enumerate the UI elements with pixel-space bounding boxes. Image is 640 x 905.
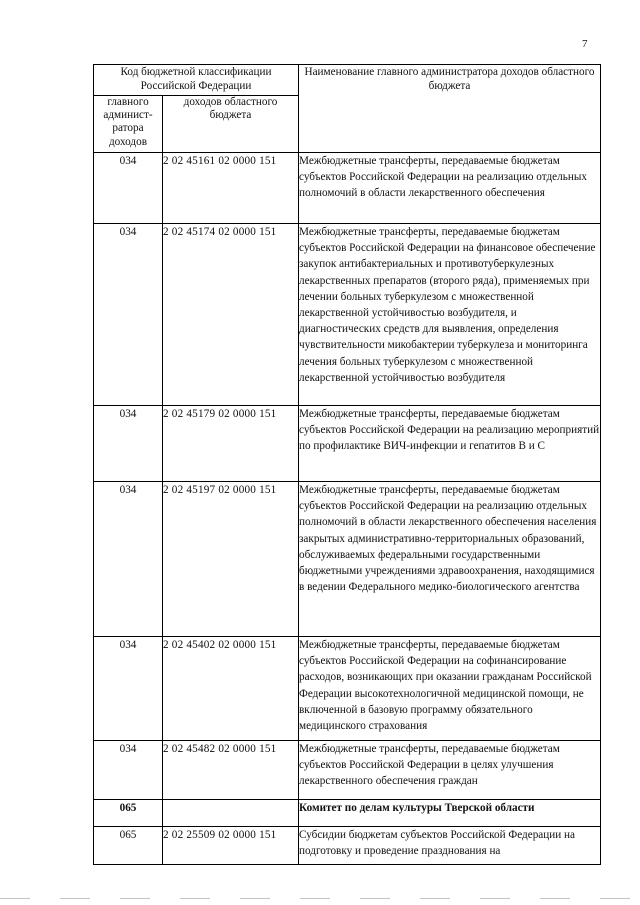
header-main-administrator: главного админист-ратора доходов [94, 96, 163, 153]
row-income-name: Межбюджетные трансферты, передаваемые бюджетам субъектов Российской Федерации на реализацию отдельных полномочий в области лекарственного обеспечения населения закрытых административно-территориальных образований, обслуживаемых федеральными государственными бюджетными учреждениями здравоохранения, находящимися в ведении Федерального медико-биологического агентства [299, 482, 601, 637]
row-admin-code: 034 [94, 224, 163, 406]
row-income-code: 2 02 25509 02 0000 151 [163, 827, 299, 865]
row-admin-code: 065 [94, 800, 163, 827]
table-row [94, 741, 601, 800]
row-admin-code: 034 [94, 637, 163, 741]
table-row [94, 637, 601, 741]
row-income-name: Межбюджетные трансферты, передаваемые бюджетам субъектов Российской Федерации на софинансирование расходов, возникающих при оказании гражданам Российской Федерации высокотехнологичной медицинской помощи, не включенной в базовую программу обязательного медицинского страхования [299, 637, 601, 741]
row-income-name: Межбюджетные трансферты, передаваемые бюджетам субъектов Российской Федерации на реализацию мероприятий по профилактике ВИЧ-инфекции и гепатитов В и С [299, 406, 601, 482]
row-income-code: 2 02 45174 02 0000 151 [163, 224, 299, 406]
row-income-code: 2 02 45179 02 0000 151 [163, 406, 299, 482]
header-classification-code: Код бюджетной классификации Российской Федерации [94, 65, 299, 96]
page-number: 7 [582, 38, 588, 50]
row-income-name: Комитет по делам культуры Тверской области [299, 800, 601, 827]
table-row [94, 406, 601, 482]
table-header-row [94, 65, 601, 96]
row-admin-code: 034 [94, 406, 163, 482]
row-admin-code: 065 [94, 827, 163, 865]
table-body [94, 153, 601, 865]
row-income-name: Межбюджетные трансферты, передаваемые бюджетам субъектов Российской Федерации на реализацию отдельных полномочий в области лекарственного обеспечения [299, 153, 601, 224]
table-row [94, 224, 601, 406]
row-income-code [163, 800, 299, 827]
row-income-name: Межбюджетные трансферты, передаваемые бюджетам субъектов Российской Федерации в целях улучшения лекарственного обеспечения граждан [299, 741, 601, 800]
header-administrator-name: Наименование главного администратора доходов областного бюджета [299, 65, 601, 153]
table-row [94, 482, 601, 637]
row-income-code: 2 02 45197 02 0000 151 [163, 482, 299, 637]
header-income-code: доходов областного бюджета [163, 96, 299, 153]
table-row [94, 800, 601, 827]
row-income-code: 2 02 45402 02 0000 151 [163, 637, 299, 741]
table-row [94, 827, 601, 865]
row-income-code: 2 02 45161 02 0000 151 [163, 153, 299, 224]
row-income-name: Межбюджетные трансферты, передаваемые бюджетам субъектов Российской Федерации на финансовое обеспечение закупок антибактериальных и противотуберкулезных лекарственных препаратов (второго ряда), применяемых при лечении больных туберкулезом с множественной лекарственной устойчивостью возбудителя, и диагностических средств для выявления, определения чувствительности микобактерии туберкулеза и мониторинга лечения больных туберкулезом с множественной лекарственной устойчивостью возбудителя [299, 224, 601, 406]
row-income-code: 2 02 45482 02 0000 151 [163, 741, 299, 800]
table-row [94, 153, 601, 224]
row-admin-code: 034 [94, 741, 163, 800]
row-admin-code: 034 [94, 153, 163, 224]
row-income-name: Субсидии бюджетам субъектов Российской Федерации на подготовку и проведение празднования на [299, 827, 601, 865]
budget-classification-table [93, 64, 601, 865]
row-admin-code: 034 [94, 482, 163, 637]
scan-edge-artifact [0, 898, 640, 899]
